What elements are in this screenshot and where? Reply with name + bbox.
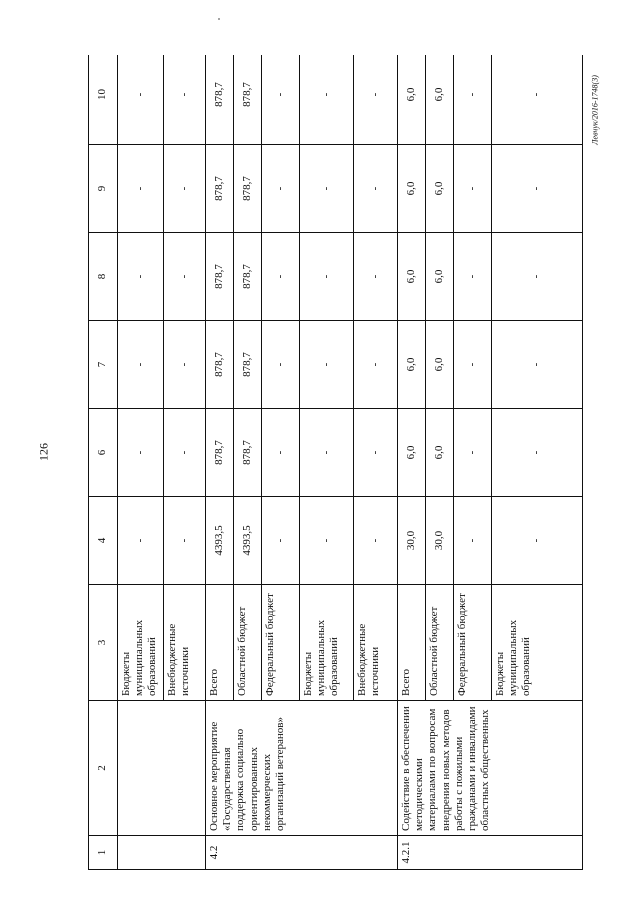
value-cell: 6,0 (398, 233, 426, 321)
value-cell: - (492, 409, 583, 497)
value-cell: - (262, 233, 300, 321)
value-cell: - (354, 145, 398, 233)
value-cell: - (118, 497, 164, 585)
value-cell: 878,7 (234, 145, 262, 233)
value-cell: - (262, 55, 300, 145)
row-number: 4.2 (206, 836, 398, 870)
header-cell: 4 (89, 497, 118, 585)
value-cell: - (164, 497, 206, 585)
source-cell: Бюджеты муниципальных образований (300, 585, 354, 701)
value-cell: 878,7 (206, 55, 234, 145)
value-cell: - (354, 55, 398, 145)
source-cell: Бюджеты муниципальных образований (492, 585, 583, 701)
value-cell: - (300, 233, 354, 321)
header-cell: 9 (89, 145, 118, 233)
value-cell: 6,0 (426, 145, 454, 233)
value-cell: - (164, 233, 206, 321)
source-cell: Всего (206, 585, 234, 701)
scan-speck (218, 18, 220, 20)
document-code: Левчук/2016-1748(3) (590, 75, 600, 145)
value-cell: - (118, 145, 164, 233)
source-cell: Всего (398, 585, 426, 701)
value-cell: 6,0 (426, 55, 454, 145)
value-cell: 6,0 (426, 233, 454, 321)
value-cell: - (354, 497, 398, 585)
value-cell: - (300, 497, 354, 585)
header-cell: 7 (89, 321, 118, 409)
value-cell: - (262, 145, 300, 233)
measure-name: Основное мероприятие «Государственная поддержка социально ориентированных некоммерческих организаций ветеранов» (206, 701, 398, 836)
table-frame (88, 55, 583, 870)
value-cell: - (262, 321, 300, 409)
header-cell: 2 (89, 701, 118, 836)
value-cell: - (454, 409, 492, 497)
header-row (89, 55, 118, 870)
value-cell: - (454, 497, 492, 585)
value-cell: 6,0 (426, 409, 454, 497)
value-cell: 878,7 (234, 233, 262, 321)
value-cell: - (300, 55, 354, 145)
budget-table (88, 55, 583, 870)
value-cell: 6,0 (398, 145, 426, 233)
value-cell: - (354, 321, 398, 409)
value-cell: 6,0 (398, 409, 426, 497)
row-number: 4.2.1 (398, 836, 583, 870)
table-row (206, 55, 234, 870)
value-cell: - (262, 409, 300, 497)
measure-name: Содействие в обеспечении методическими материалами по вопросам внедрения новых методов работы с пожилыми гражданами и инвалидами областных общественных (398, 701, 583, 836)
source-cell: Областной бюджет (426, 585, 454, 701)
source-cell: Областной бюджет (234, 585, 262, 701)
value-cell: 4393,5 (206, 497, 234, 585)
table-row (118, 55, 164, 870)
value-cell: - (354, 409, 398, 497)
value-cell: 6,0 (398, 55, 426, 145)
page-number: 126 (36, 443, 51, 461)
num-cell-empty (118, 836, 206, 870)
value-cell: - (492, 55, 583, 145)
value-cell: - (118, 321, 164, 409)
header-cell: 3 (89, 585, 118, 701)
value-cell: - (492, 497, 583, 585)
value-cell: - (262, 497, 300, 585)
rotated-table-container (88, 55, 583, 870)
value-cell: - (454, 145, 492, 233)
value-cell: 4393,5 (234, 497, 262, 585)
table-row (398, 55, 426, 870)
value-cell: 878,7 (206, 233, 234, 321)
value-cell: - (492, 145, 583, 233)
value-cell: 878,7 (234, 321, 262, 409)
value-cell: - (164, 55, 206, 145)
value-cell: - (164, 409, 206, 497)
value-cell: - (454, 233, 492, 321)
value-cell: - (492, 233, 583, 321)
header-cell: 6 (89, 409, 118, 497)
value-cell: - (492, 321, 583, 409)
value-cell: 878,7 (206, 321, 234, 409)
value-cell: 30,0 (426, 497, 454, 585)
source-cell: Внебюджетные источники (354, 585, 398, 701)
value-cell: - (300, 409, 354, 497)
value-cell: 6,0 (398, 321, 426, 409)
value-cell: 878,7 (234, 55, 262, 145)
header-cell: 1 (89, 836, 118, 870)
value-cell: - (118, 55, 164, 145)
value-cell: 6,0 (426, 321, 454, 409)
value-cell: - (354, 233, 398, 321)
value-cell: - (300, 145, 354, 233)
value-cell: - (164, 145, 206, 233)
value-cell: - (454, 55, 492, 145)
header-cell: 8 (89, 233, 118, 321)
value-cell: 30,0 (398, 497, 426, 585)
source-cell: Бюджеты муниципальных образований (118, 585, 164, 701)
header-cell: 10 (89, 55, 118, 145)
value-cell: 878,7 (234, 409, 262, 497)
value-cell: - (118, 233, 164, 321)
value-cell: - (454, 321, 492, 409)
value-cell: - (164, 321, 206, 409)
source-cell: Федеральный бюджет (454, 585, 492, 701)
value-cell: - (118, 409, 164, 497)
name-cell-empty (118, 701, 206, 836)
value-cell: 878,7 (206, 409, 234, 497)
value-cell: - (300, 321, 354, 409)
value-cell: 878,7 (206, 145, 234, 233)
source-cell: Федеральный бюджет (262, 585, 300, 701)
source-cell: Внебюджетные источники (164, 585, 206, 701)
